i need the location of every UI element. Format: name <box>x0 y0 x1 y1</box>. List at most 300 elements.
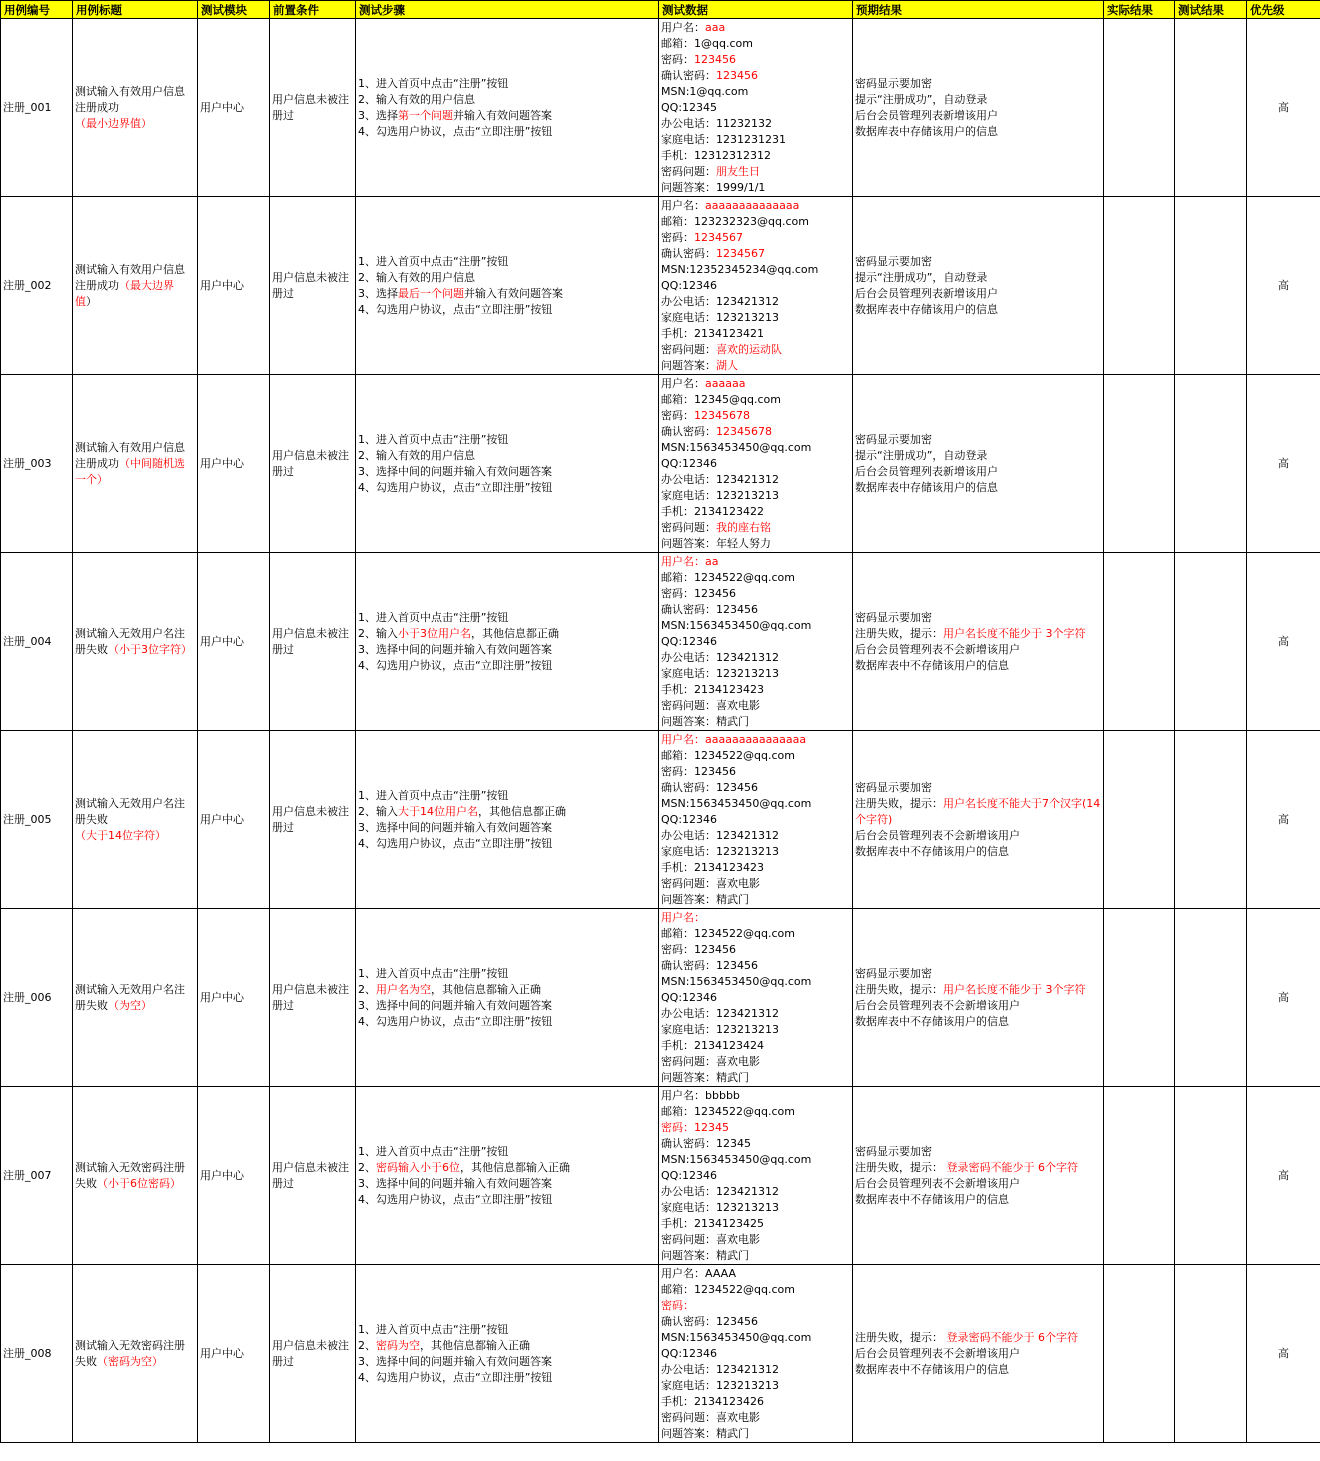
text-run: 邮箱：1@qq.com <box>661 37 753 50</box>
test-steps-cell[interactable] <box>356 553 659 731</box>
text-run: QQ:12346 <box>661 991 718 1004</box>
text-run: 4、勾选用户协议，点击“立即注册”按钮 <box>358 1192 553 1206</box>
text-run: 1、进入首页中点击“注册”按钮 <box>358 610 509 624</box>
case-id-cell[interactable]: 注册_006 <box>1 909 73 1087</box>
text-run: 2、输入 <box>358 804 398 818</box>
text-run: MSN:1@qq.com <box>661 85 749 98</box>
data-line <box>661 1038 850 1054</box>
data-line <box>661 682 850 698</box>
text-run: 用户名： <box>661 21 705 34</box>
actual-result-cell[interactable] <box>1104 197 1175 375</box>
text-run: 2、 <box>358 1160 376 1174</box>
test-data-cell[interactable] <box>659 19 853 197</box>
data-line <box>661 1232 850 1248</box>
precondition-cell[interactable]: 用户信息未被注册过 <box>270 1265 356 1443</box>
data-line <box>661 602 850 618</box>
text-run: 邮箱：1234522@qq.com <box>661 571 795 584</box>
text-run: MSN:1563453450@qq.com <box>661 975 812 988</box>
expected-line <box>855 270 1101 286</box>
expected-line <box>855 658 1101 674</box>
step-line <box>358 1338 656 1354</box>
highlighted-text: 用户名：aa <box>661 555 719 568</box>
highlighted-text: 第一个问题 <box>398 108 453 122</box>
text-run: 4、勾选用户协议，点击“立即注册”按钮 <box>358 658 553 672</box>
text-run: 提示“注册成功”，自动登录 <box>855 92 988 106</box>
step-line <box>358 1144 656 1160</box>
text-run: 邮箱：1234522@qq.com <box>661 1283 795 1296</box>
data-line <box>661 1088 850 1104</box>
actual-result-cell[interactable] <box>1104 1265 1175 1443</box>
highlighted-text: 用户名： <box>661 911 705 924</box>
test-data-cell[interactable] <box>659 375 853 553</box>
text-run: 后台会员管理列表不会新增该用户 <box>855 1346 1020 1360</box>
actual-result-cell[interactable] <box>1104 19 1175 197</box>
expected-line <box>855 844 1101 860</box>
text-run: 问题答案：精武门 <box>661 1427 749 1440</box>
step-line <box>358 92 656 108</box>
precondition-cell[interactable]: 用户信息未被注册过 <box>270 197 356 375</box>
data-line <box>661 570 850 586</box>
text-run: 1、进入首页中点击“注册”按钮 <box>358 788 509 802</box>
text-run: 3、选择中间的问题并输入有效问题答案 <box>358 1354 552 1368</box>
case-title-cell[interactable] <box>73 553 198 731</box>
data-line <box>661 1070 850 1086</box>
highlighted-text: 我的座右铭 <box>716 521 771 534</box>
expected-line <box>855 1192 1101 1208</box>
expected-line <box>855 76 1101 92</box>
case-title-cell[interactable] <box>73 1087 198 1265</box>
data-line <box>661 52 850 68</box>
text-run: QQ:12345 <box>661 101 718 114</box>
text-run: 数据库表中存储该用户的信息 <box>855 124 998 138</box>
test-data-cell[interactable] <box>659 553 853 731</box>
expected-line <box>855 1160 1101 1176</box>
test-result-cell[interactable] <box>1175 197 1247 375</box>
table-row <box>1 19 1320 197</box>
data-line <box>661 1248 850 1264</box>
data-line <box>661 84 850 100</box>
text-run: 4、勾选用户协议，点击“立即注册”按钮 <box>358 1014 553 1028</box>
text-run: 3、选择中间的问题并输入有效问题答案 <box>358 998 552 1012</box>
test-data-cell[interactable] <box>659 731 853 909</box>
step-line <box>358 788 656 804</box>
data-line <box>661 342 850 358</box>
test-data-cell[interactable] <box>659 1087 853 1265</box>
text-run: 家庭电话：1231231231 <box>661 133 786 146</box>
test-module-cell[interactable]: 用户中心 <box>198 19 270 197</box>
highlighted-text: 大于14位用户名 <box>398 804 478 818</box>
text-run: 1、进入首页中点击“注册”按钮 <box>358 76 509 90</box>
text-run: 2、输入有效的用户信息 <box>358 92 475 106</box>
expected-line <box>855 302 1101 318</box>
actual-result-cell[interactable] <box>1104 553 1175 731</box>
text-run: 数据库表中存储该用户的信息 <box>855 302 998 316</box>
data-line <box>661 488 850 504</box>
precondition-cell[interactable]: 用户信息未被注册过 <box>270 909 356 1087</box>
priority-cell[interactable]: 高 <box>1247 1265 1320 1443</box>
expected-result-cell[interactable] <box>853 197 1104 375</box>
step-line <box>358 1014 656 1030</box>
text-run: 密码：123456 <box>661 587 736 600</box>
precondition-cell[interactable]: 用户信息未被注册过 <box>270 731 356 909</box>
expected-line <box>855 432 1101 448</box>
test-result-cell[interactable] <box>1175 909 1247 1087</box>
highlighted-text: （小于6位密码） <box>97 1176 181 1190</box>
text-run: 2、 <box>358 982 376 996</box>
text-run: 问题答案：精武门 <box>661 715 749 728</box>
expected-result-cell[interactable] <box>853 909 1104 1087</box>
text-run: 注册失败，提示： <box>855 1330 947 1344</box>
actual-result-cell[interactable] <box>1104 375 1175 553</box>
data-line <box>661 246 850 262</box>
table-row <box>1 731 1320 909</box>
step-line <box>358 76 656 92</box>
expected-result-cell[interactable] <box>853 375 1104 553</box>
test-module-cell[interactable]: 用户中心 <box>198 909 270 1087</box>
step-line <box>358 302 656 318</box>
text-run: 手机：2134123426 <box>661 1395 764 1408</box>
case-title-cell[interactable] <box>73 197 198 375</box>
step-line <box>358 998 656 1014</box>
text-run: 邮箱：1234522@qq.com <box>661 1105 795 1118</box>
data-line <box>661 310 850 326</box>
test-data-cell[interactable] <box>659 1265 853 1443</box>
text-run: 并输入有效问题答案 <box>453 108 552 122</box>
case-title-cell[interactable] <box>73 19 198 197</box>
text-run: 密码显示要加密 <box>855 76 932 90</box>
highlighted-text: （最大边界值 <box>75 278 174 308</box>
priority-cell[interactable]: 高 <box>1247 731 1320 909</box>
highlighted-text: （最小边界值） <box>75 116 152 130</box>
data-line <box>661 650 850 666</box>
data-line <box>661 456 850 472</box>
text-run: 1、进入首页中点击“注册”按钮 <box>358 966 509 980</box>
data-line <box>661 1054 850 1070</box>
text-run: 数据库表中存储该用户的信息 <box>855 480 998 494</box>
expected-line <box>855 1362 1101 1378</box>
test-module-cell[interactable]: 用户中心 <box>198 1087 270 1265</box>
text-run: 确认密码：123456 <box>661 959 758 972</box>
test-steps-cell[interactable] <box>356 375 659 553</box>
data-line <box>661 1200 850 1216</box>
data-line <box>661 748 850 764</box>
expected-line <box>855 1176 1101 1192</box>
expected-result-cell[interactable] <box>853 1265 1104 1443</box>
text-run: 测试输入有效用户信息注册成功 <box>75 262 185 292</box>
expected-line <box>855 828 1101 844</box>
text-run: 问题答案：1999/1/1 <box>661 181 766 194</box>
text-run: 2、输入有效的用户信息 <box>358 270 475 284</box>
text-run: 3、选择中间的问题并输入有效问题答案 <box>358 820 552 834</box>
data-line <box>661 214 850 230</box>
text-run: QQ:12346 <box>661 457 718 470</box>
table-row <box>1 375 1320 553</box>
test-module-cell[interactable]: 用户中心 <box>198 553 270 731</box>
case-id-cell[interactable]: 注册_005 <box>1 731 73 909</box>
test-steps-cell[interactable] <box>356 1087 659 1265</box>
expected-result-cell[interactable] <box>853 553 1104 731</box>
text-run: 密码问题：喜欢电影 <box>661 1411 760 1424</box>
highlighted-text: （中间随机选一个） <box>75 456 185 486</box>
test-result-cell[interactable] <box>1175 553 1247 731</box>
data-line <box>661 278 850 294</box>
text-run: 注册失败，提示： <box>855 982 943 996</box>
text-run: ） <box>86 294 97 308</box>
test-result-cell[interactable] <box>1175 1265 1247 1443</box>
header-actual-result[interactable]: 实际结果 <box>1104 1 1175 19</box>
step-line <box>358 1322 656 1338</box>
expected-line <box>855 966 1101 982</box>
precondition-cell[interactable]: 用户信息未被注册过 <box>270 19 356 197</box>
highlighted-text: 密码为空 <box>376 1338 420 1352</box>
text-run: 密码问题：喜欢电影 <box>661 877 760 890</box>
step-line <box>358 626 656 642</box>
priority-cell[interactable]: 高 <box>1247 1087 1320 1265</box>
highlighted-text: 123456 <box>716 69 758 82</box>
test-steps-cell[interactable] <box>356 197 659 375</box>
text-run: 4、勾选用户协议，点击“立即注册”按钮 <box>358 836 553 850</box>
text-run: 密码显示要加密 <box>855 780 932 794</box>
step-line <box>358 836 656 852</box>
text-run: 手机：2134123421 <box>661 327 764 340</box>
expected-result-cell[interactable] <box>853 19 1104 197</box>
highlighted-text: aaaaaa <box>705 377 746 390</box>
actual-result-cell[interactable] <box>1104 1087 1175 1265</box>
data-line <box>661 812 850 828</box>
test-result-cell[interactable] <box>1175 731 1247 909</box>
precondition-cell[interactable]: 用户信息未被注册过 <box>270 1087 356 1265</box>
case-id-cell[interactable]: 注册_001 <box>1 19 73 197</box>
test-steps-cell[interactable] <box>356 19 659 197</box>
priority-cell[interactable]: 高 <box>1247 375 1320 553</box>
step-line <box>358 982 656 998</box>
text-run: ，其他信息都输入正确 <box>431 982 541 996</box>
data-line <box>661 764 850 780</box>
data-line <box>661 376 850 392</box>
text-run: MSN:1563453450@qq.com <box>661 619 812 632</box>
data-line <box>661 926 850 942</box>
step-line <box>358 1176 656 1192</box>
data-line <box>661 990 850 1006</box>
header-priority[interactable]: 优先级 <box>1247 1 1320 19</box>
header-case-id[interactable]: 用例编号 <box>1 1 73 19</box>
test-data-cell[interactable] <box>659 197 853 375</box>
text-run: 测试输入无效密码注册失败 <box>75 1160 185 1190</box>
text-run: 1、进入首页中点击“注册”按钮 <box>358 1322 509 1336</box>
data-line <box>661 1346 850 1362</box>
test-module-cell[interactable]: 用户中心 <box>198 1265 270 1443</box>
test-steps-cell[interactable] <box>356 731 659 909</box>
priority-cell[interactable]: 高 <box>1247 553 1320 731</box>
data-line <box>661 116 850 132</box>
data-line <box>661 732 850 748</box>
data-line <box>661 1330 850 1346</box>
highlighted-text: aaaaaaaaaaaaaa <box>705 199 800 212</box>
text-run: MSN:1563453450@qq.com <box>661 1331 812 1344</box>
expected-line <box>855 1144 1101 1160</box>
highlighted-text: 登录密码不能少于 6个字符 <box>946 1330 1078 1344</box>
text-run: 确认密码： <box>661 247 716 260</box>
header-test-steps[interactable]: 测试步骤 <box>356 1 659 19</box>
text-run: 测试输入无效用户名注册失败 <box>75 796 185 826</box>
test-module-cell[interactable]: 用户中心 <box>198 731 270 909</box>
text-run: 2、 <box>358 1338 376 1352</box>
expected-result-cell[interactable] <box>853 731 1104 909</box>
step-line <box>358 286 656 302</box>
data-line <box>661 504 850 520</box>
text-run: 邮箱：1234522@qq.com <box>661 927 795 940</box>
text-run: 问题答案：精武门 <box>661 1071 749 1084</box>
text-run: 密码问题：喜欢电影 <box>661 1233 760 1246</box>
data-line <box>661 910 850 926</box>
step-line <box>358 804 656 820</box>
priority-cell[interactable]: 高 <box>1247 19 1320 197</box>
text-run: MSN:1563453450@qq.com <box>661 1153 812 1166</box>
text-run: 数据库表中不存储该用户的信息 <box>855 1014 1009 1028</box>
case-id-cell[interactable]: 注册_003 <box>1 375 73 553</box>
data-line <box>661 586 850 602</box>
text-run: QQ:12346 <box>661 1169 718 1182</box>
data-line <box>661 1410 850 1426</box>
expected-line <box>855 982 1101 998</box>
data-line <box>661 132 850 148</box>
text-run: 密码问题： <box>661 165 716 178</box>
expected-line <box>855 610 1101 626</box>
case-title-cell[interactable] <box>73 1265 198 1443</box>
text-run: 问题答案：精武门 <box>661 1249 749 1262</box>
data-line <box>661 796 850 812</box>
data-line <box>661 844 850 860</box>
data-line <box>661 294 850 310</box>
data-line <box>661 892 850 908</box>
data-line <box>661 1314 850 1330</box>
test-steps-cell[interactable] <box>356 1265 659 1443</box>
step-line <box>358 432 656 448</box>
table-row <box>1 1265 1320 1443</box>
text-run: 家庭电话：123213213 <box>661 845 779 858</box>
expected-result-cell[interactable] <box>853 1087 1104 1265</box>
case-title-cell[interactable] <box>73 731 198 909</box>
text-run: 密码问题：喜欢电影 <box>661 1055 760 1068</box>
data-line <box>661 618 850 634</box>
text-run: 测试输入无效用户名注册失败 <box>75 626 185 656</box>
highlighted-text: 喜欢的运动队 <box>716 343 782 356</box>
text-run: 后台会员管理列表新增该用户 <box>855 286 998 300</box>
highlighted-text: （为空） <box>108 998 152 1012</box>
text-run: 3、选择 <box>358 108 398 122</box>
expected-line <box>855 1014 1101 1030</box>
table-row <box>1 197 1320 375</box>
text-run: 邮箱：12345@qq.com <box>661 393 781 406</box>
data-line <box>661 860 850 876</box>
step-line <box>358 610 656 626</box>
highlighted-text: 朋友生日 <box>716 165 760 178</box>
highlighted-text: 用户名长度不能少于 3个字符 <box>943 982 1086 996</box>
header-test-data[interactable]: 测试数据 <box>659 1 853 19</box>
header-case-title[interactable]: 用例标题 <box>73 1 198 19</box>
text-run: 手机：2134123424 <box>661 1039 764 1052</box>
text-run: 密码：123456 <box>661 943 736 956</box>
priority-cell[interactable]: 高 <box>1247 197 1320 375</box>
data-line <box>661 1362 850 1378</box>
text-run: 提示“注册成功”，自动登录 <box>855 270 988 284</box>
header-test-result[interactable]: 测试结果 <box>1175 1 1247 19</box>
priority-cell[interactable]: 高 <box>1247 909 1320 1087</box>
precondition-cell[interactable]: 用户信息未被注册过 <box>270 375 356 553</box>
highlighted-text: （小于3位字符） <box>108 642 192 656</box>
highlighted-text: 用户名为空 <box>376 982 431 996</box>
data-line <box>661 1298 850 1314</box>
step-line <box>358 480 656 496</box>
case-title-cell[interactable] <box>73 375 198 553</box>
data-line <box>661 148 850 164</box>
data-line <box>661 1120 850 1136</box>
text-run: 提示“注册成功”，自动登录 <box>855 448 988 462</box>
case-id-cell[interactable]: 注册_008 <box>1 1265 73 1443</box>
text-run: 用户名：bbbbb <box>661 1089 740 1102</box>
header-test-module[interactable]: 测试模块 <box>198 1 270 19</box>
text-run: 2、输入有效的用户信息 <box>358 448 475 462</box>
highlighted-text: 123456 <box>694 53 736 66</box>
text-run: 3、选择中间的问题并输入有效问题答案 <box>358 464 552 478</box>
highlighted-text: 小于3位用户名 <box>398 626 471 640</box>
test-module-cell[interactable]: 用户中心 <box>198 375 270 553</box>
text-run: 4、勾选用户协议，点击“立即注册”按钮 <box>358 480 553 494</box>
data-line <box>661 876 850 892</box>
text-run: 密码： <box>661 231 694 244</box>
step-line <box>358 820 656 836</box>
precondition-cell[interactable]: 用户信息未被注册过 <box>270 553 356 731</box>
test-steps-cell[interactable] <box>356 909 659 1087</box>
data-line <box>661 1152 850 1168</box>
text-run: 办公电话：123421312 <box>661 1007 779 1020</box>
text-run: 手机：2134123423 <box>661 861 764 874</box>
test-result-cell[interactable] <box>1175 375 1247 553</box>
case-title-cell[interactable] <box>73 909 198 1087</box>
test-module-cell[interactable]: 用户中心 <box>198 197 270 375</box>
data-line <box>661 942 850 958</box>
table-row <box>1 553 1320 731</box>
text-run: 数据库表中不存储该用户的信息 <box>855 658 1009 672</box>
case-id-cell[interactable]: 注册_002 <box>1 197 73 375</box>
expected-line <box>855 1346 1101 1362</box>
text-run: 手机：12312312312 <box>661 149 771 162</box>
text-run: 家庭电话：123213213 <box>661 1023 779 1036</box>
text-run: ，其他信息都正确 <box>471 626 559 640</box>
test-result-cell[interactable] <box>1175 19 1247 197</box>
actual-result-cell[interactable] <box>1104 909 1175 1087</box>
case-id-cell[interactable]: 注册_007 <box>1 1087 73 1265</box>
data-line <box>661 1216 850 1232</box>
text-run: QQ:12346 <box>661 279 718 292</box>
text-run: 密码： <box>661 409 694 422</box>
highlighted-text: 最后一个问题 <box>398 286 464 300</box>
test-data-cell[interactable] <box>659 909 853 1087</box>
highlighted-text: （大于14位字符） <box>75 828 166 842</box>
header-expected-result[interactable]: 预期结果 <box>853 1 1104 19</box>
expected-line <box>855 124 1101 140</box>
test-result-cell[interactable] <box>1175 1087 1247 1265</box>
actual-result-cell[interactable] <box>1104 731 1175 909</box>
expected-line <box>855 1330 1101 1346</box>
step-line <box>358 1370 656 1386</box>
data-line <box>661 1426 850 1442</box>
data-line <box>661 1394 850 1410</box>
header-precondition[interactable]: 前置条件 <box>270 1 356 19</box>
text-run: 手机：2134123422 <box>661 505 764 518</box>
case-id-cell[interactable]: 注册_004 <box>1 553 73 731</box>
text-run: 用户名： <box>661 199 705 212</box>
